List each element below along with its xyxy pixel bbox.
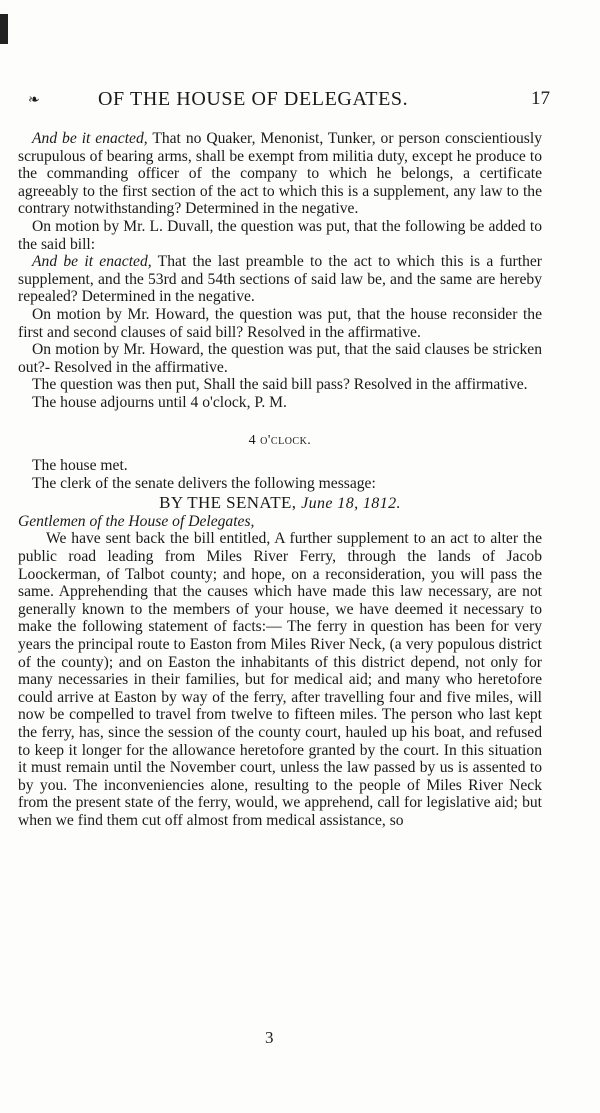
paragraph-text: That the last preamble to the act to which this is a further supplement, and the 53rd and 54th sections of said law be, and the same are hereby repealed? Determined in the negative.	[18, 253, 542, 306]
paragraph-duvall-motion: On motion by Mr. L. Duvall, the question was put, that the following be added to the said bill:	[18, 217, 542, 253]
paragraph-text: That no Quaker, Menonist, Tunker, or person conscientiously scrupulous of bearing arms, shall be exempt from militia duty, except he produce to the commanding officer of the company to which he belongs, a certificate agreeably to the first section of the act to which this is a supplement, any law to the contrary notwithstanding? Determined in the negative.	[18, 130, 542, 218]
enacted-italic: And be it enacted,	[32, 130, 148, 147]
paragraph-howard-stricken: On motion by Mr. Howard, the question was put, that the said clauses be stricken out?- Resolved in the affirmative.	[18, 341, 542, 376]
message-body: We have sent back the bill entitled, A further supplement to an act to alter the public road leading from Miles River Ferry, through the lands of Jacob Loockerman, of Talbot county; and hope, on a reconsideration, you will pass the same. Apprehending that the causes which have made this law necessary, are not generally known to the members of your house, we have deemed it necessary to make the following statement of facts:— The ferry in question has been for very years the principal route to Easton from Miles River Neck, (a very populous district of the county); and on Easton the inhabitants of this district depend, not only for many necessaries in their families, but for medical aid; and many who heretofore could arrive at Easton by way of the ferry, after travelling four and five miles, will now be compelled to travel from twelve to fifteen miles. The person who last kept the ferry, has, since the session of the county court, hauled up his boat, and refused to keep it longer for the allowance heretofore granted by the court. In this situation it must remain until the November court, unless the law passed by us is assented to by you. The inconveniencies alone, resulting to the people of Miles River Neck from the present state of the ferry, would, we apprehend, call for legislative aid; but when we find them cut off almost from medical assistance, so	[18, 530, 542, 829]
senate-heading-text: BY THE SENATE,	[159, 493, 297, 513]
enacted-italic: And be it enacted,	[32, 253, 152, 271]
binding-edge-mark	[0, 14, 8, 44]
page-title: OF THE HOUSE OF DELEGATES.	[98, 88, 409, 110]
paragraph-clerk-message: The clerk of the senate delivers the following message:	[32, 474, 376, 492]
signature-mark: 3	[265, 1028, 274, 1047]
page-number: 17	[531, 88, 550, 109]
paragraph-adjourns: The house adjourns until 4 o'clock, P. M.	[32, 393, 287, 411]
paragraph-bill-pass: The question was then put, Shall the said bill pass? Resolved in the affirmative.	[32, 376, 528, 394]
ornament-icon: ❧	[28, 93, 40, 108]
message-salutation: Gentlemen of the House of Delegates,	[18, 512, 255, 530]
body-text	[18, 130, 542, 830]
paragraph-house-met: The house met.	[32, 457, 128, 475]
afternoon-heading: 4 o'clock.	[248, 432, 312, 448]
senate-message-date: June 18, 1812.	[301, 495, 401, 513]
paragraph-howard-reconsider: On motion by Mr. Howard, the question was put, that the house reconsider the first and second clauses of said bill? Resolved in the affirmative.	[18, 305, 542, 341]
senate-message-heading	[18, 494, 542, 513]
paragraph-enacted-quaker	[18, 130, 542, 218]
running-head	[22, 88, 550, 114]
paragraph-enacted-repeal	[18, 253, 542, 306]
